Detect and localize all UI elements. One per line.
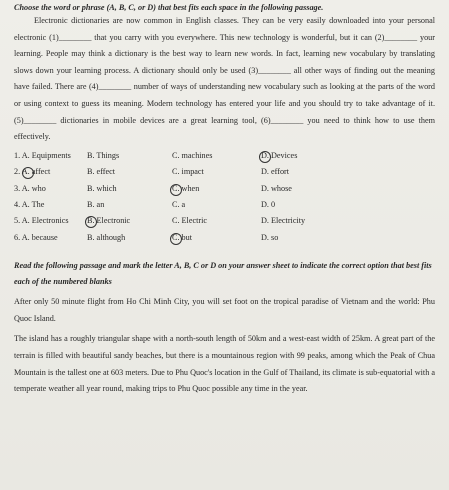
q1-option-a: 1. A. Equipments	[14, 150, 71, 160]
q3-option-c: C. when	[172, 181, 261, 197]
q1-option-d: D. Devices	[261, 148, 435, 164]
q4-option-a: 4. A. The	[14, 199, 45, 209]
answer-circle-mark	[170, 233, 182, 245]
q2-option-c: C. impact	[172, 167, 204, 177]
answer-circle-mark	[85, 216, 97, 228]
q1-option-c: C. machines	[172, 150, 213, 160]
passage-1-text: Electronic dictionaries are now common in English classes. They can be very easily downloaded into your personal electronic (1)________ that you carry with you everywhere. This new technology is wonderful, but it can (2)________ your learning. People may think a dictionary is the best way to learn new words. In fact, learning new vocabulary by translating slows down your learning process. A dictionary should only be used (3)________ all other ways of finding out the meaning have failed. There are (4)________ number of ways of understanding new vocabulary such as looking at the parts of the word or using context to guess its meaning. Modern technology has entered your life and you should try to take advantage of it. (5)________ dictionaries in mobile devices are a great learning tool, (6)________ you need to think how to use them effectively.	[14, 16, 435, 142]
instruction-2: Read the following passage and mark the letter A, B, C or D on your answer sheet to indicate the correct option that best fits each of the numbered blanks	[14, 261, 432, 287]
answer-circle-mark	[22, 167, 34, 179]
q2-option-d: D. effort	[261, 167, 290, 177]
instruction-1: Choose the word or phrase (A, B, C, or D) that best fits each space in the following passage.	[14, 3, 324, 12]
q3-option-b: B. which	[87, 183, 117, 193]
q6-option-a: 6. A. because	[14, 232, 58, 242]
section-gap	[14, 246, 435, 258]
passage-2-paragraph-2: The island has a roughly triangular shape with a north-south length of 50km and a west-east width of 25km. A great part of the terrain is filled with beautiful sandy beaches, but there is a mountainous region with 99 peaks, among which the Peak of Chua Mountain is the tallest one at 603 meters. Due to Phu Quoc's location in the Gulf of Thailand, its climate is sub-equatorial with a temperate weather all year round, making trips to Phu Quoc possible any time in the year.	[14, 334, 435, 394]
answer-circle-mark	[259, 151, 271, 163]
q5-option-a: 5. A. Electronics	[14, 216, 69, 226]
q5-option-b: B. Electronic	[87, 213, 172, 229]
q5-option-c: C. Electric	[172, 216, 208, 226]
q4-option-b: B. an	[87, 199, 105, 209]
passage-2-paragraph-1: After only 50 minute flight from Ho Chi Minh City, you will set foot on the tropical paradise of Vietnam and the world: Phu Quoc Island.	[14, 297, 435, 323]
q1-option-b: B. Things	[87, 150, 120, 160]
answer-options	[14, 148, 435, 246]
q3-option-a: 3. A. who	[14, 183, 46, 193]
q3-option-d: D. whose	[261, 183, 292, 193]
q6-option-c: C. but	[172, 230, 261, 246]
q2-option-b: B. effect	[87, 167, 116, 177]
q6-option-b: B. although	[87, 232, 126, 242]
q4-option-d: D. 0	[261, 199, 276, 209]
q4-option-c: C. a	[172, 199, 186, 209]
q6-option-d: D. so	[261, 232, 279, 242]
q5-option-d: D. Electricity	[261, 216, 306, 226]
answer-circle-mark	[170, 184, 182, 196]
q2-option-a: 2. A. affect	[14, 164, 87, 180]
